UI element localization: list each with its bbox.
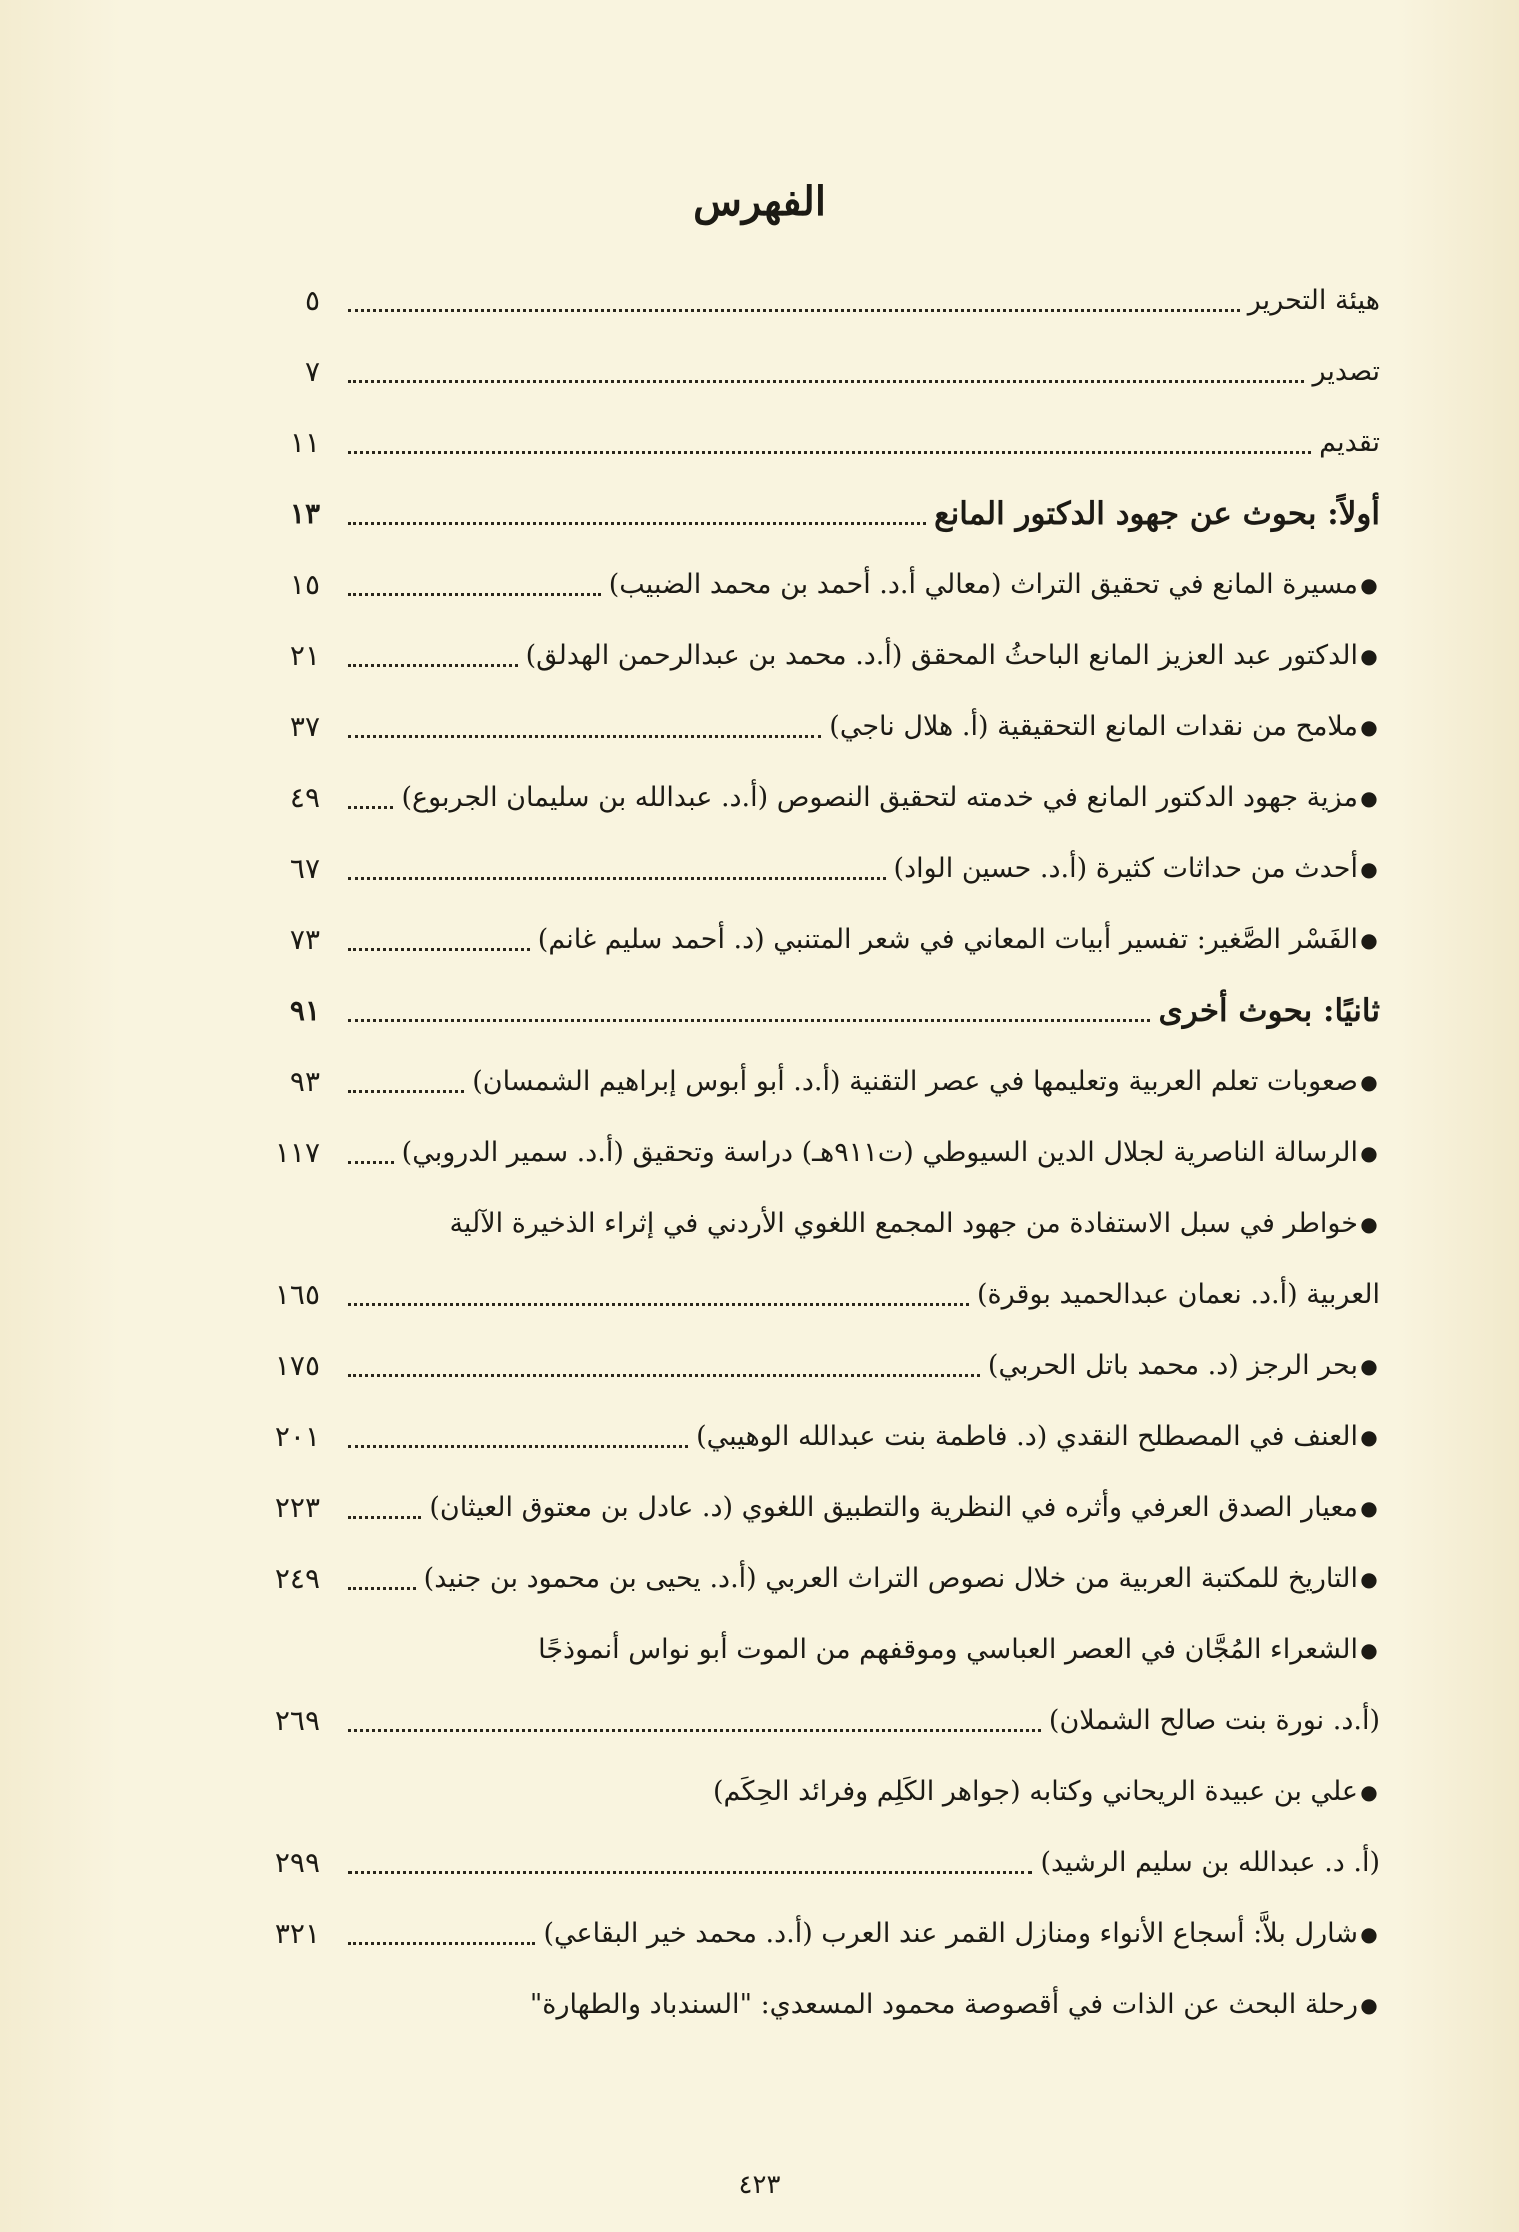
dot-leader — [348, 1516, 421, 1519]
bullet-icon: ● — [1360, 1566, 1378, 1591]
bullet-icon: ● — [1360, 1779, 1378, 1804]
toc-entry — [230, 1969, 1380, 2040]
toc-entry-page: ١١٧ — [274, 1136, 320, 1169]
toc-entry — [230, 691, 1380, 762]
toc-entry-page: ٣٧ — [289, 710, 320, 743]
toc-entry — [230, 1330, 1380, 1401]
bullet-icon: ● — [1360, 1353, 1378, 1378]
toc-entry — [230, 1117, 1380, 1188]
toc-entry-page: ٥ — [304, 284, 320, 317]
toc-entry-page: ٢٦٩ — [274, 1704, 320, 1737]
toc-entry-page: ٢٤٩ — [274, 1562, 320, 1595]
toc-entry — [230, 620, 1380, 691]
toc-entry — [230, 762, 1380, 833]
toc-entry — [230, 833, 1380, 904]
toc-entry — [230, 1827, 1380, 1898]
bullet-icon: ● — [1360, 643, 1378, 668]
toc-entry-title: ملامح من نقدات المانع التحقيقية (أ. هلال ناجي) — [829, 711, 1358, 742]
bullet-icon: ● — [1360, 927, 1378, 952]
dot-leader — [348, 1871, 1032, 1874]
toc-entry-title: خواطر في سبل الاستفادة من جهود المجمع اللغوي الأردني في إثراء الذخيرة الآلية — [449, 1208, 1358, 1239]
toc-entry — [230, 1188, 1380, 1259]
toc-entry — [230, 407, 1380, 478]
dot-leader — [348, 735, 821, 738]
toc-entry-page: ٦٧ — [289, 852, 320, 885]
dot-leader — [348, 380, 1304, 383]
toc-entry-page: ١٧٥ — [274, 1349, 320, 1382]
dot-leader — [348, 877, 886, 880]
page-title: الفهرس — [693, 178, 826, 225]
bullet-icon: ● — [1360, 785, 1378, 810]
toc-entry — [230, 1756, 1380, 1827]
toc-entry-title: أحدث من حداثات كثيرة (أ.د. حسين الواد) — [893, 853, 1358, 884]
bullet-icon: ● — [1360, 1637, 1378, 1662]
toc-entry-page: ٢٢٣ — [274, 1491, 320, 1524]
toc-entry-page: ٢٠١ — [274, 1420, 320, 1453]
toc-entry-page: ١٥ — [289, 568, 320, 601]
dot-leader — [348, 1729, 1041, 1732]
toc-entry-title: بحر الرجز (د. محمد باتل الحربي) — [987, 1350, 1358, 1381]
toc-entry — [230, 1685, 1380, 1756]
toc-entry-page: ٣٢١ — [274, 1917, 320, 1950]
toc-entry-title: هيئة التحرير — [1247, 285, 1380, 316]
toc-entry-title: العنف في المصطلح النقدي (د. فاطمة بنت عبدالله الوهيبي) — [696, 1421, 1358, 1452]
toc-entry-title: الدكتور عبد العزيز المانع الباحثُ المحقق (أ.د. محمد بن عبدالرحمن الهدلق) — [525, 640, 1358, 671]
bullet-icon: ● — [1360, 1424, 1378, 1449]
dot-leader — [348, 1161, 394, 1164]
toc-entry-title: صعوبات تعلم العربية وتعليمها في عصر التقنية (أ.د. أبو أبوس إبراهيم الشمسان) — [472, 1066, 1358, 1097]
toc-entry-title: العربية (أ.د. نعمان عبدالحميد بوقرة) — [976, 1279, 1380, 1310]
bullet-icon: ● — [1360, 1211, 1378, 1236]
toc-entry-title: أولاً: بحوث عن جهود الدكتور المانع — [934, 495, 1380, 532]
toc-entry — [230, 265, 1380, 336]
toc-entry — [230, 1614, 1380, 1685]
dot-leader — [348, 1587, 416, 1590]
bullet-icon: ● — [1360, 1495, 1378, 1520]
dot-leader — [348, 806, 393, 809]
bullet-icon: ● — [1360, 1921, 1378, 1946]
section-heading — [230, 975, 1380, 1046]
toc-entry-title: مسيرة المانع في تحقيق التراث (معالي أ.د. أحمد بن محمد الضبيب) — [608, 569, 1358, 600]
dot-leader — [348, 948, 530, 951]
toc-entry-page: ٧ — [304, 355, 320, 388]
dot-leader — [348, 593, 601, 596]
toc-entry-title: (أ.د. نورة بنت صالح الشملان) — [1048, 1705, 1380, 1736]
toc-entry-title: معيار الصدق العرفي وأثره في النظرية والتطبيق اللغوي (د. عادل بن معتوق العيثان) — [429, 1492, 1358, 1523]
toc-entry-page: ١٦٥ — [274, 1278, 320, 1311]
toc-entry — [230, 1046, 1380, 1117]
toc-entry-title: شارل بلاَّ: أسجاع الأنواء ومنازل القمر عند العرب (أ.د. محمد خير البقاعي) — [543, 1918, 1358, 1949]
dot-leader — [348, 1942, 535, 1945]
toc-entry — [230, 1401, 1380, 1472]
toc-entry-page: ٩٣ — [289, 1065, 320, 1098]
toc-entry-title: تصدير — [1312, 356, 1380, 387]
toc-entry — [230, 1259, 1380, 1330]
toc-entry-page: ٩١ — [289, 994, 320, 1027]
toc-entry-page: ٢١ — [289, 639, 320, 672]
toc-entry — [230, 1898, 1380, 1969]
toc-entry-page: ٢٩٩ — [274, 1846, 320, 1879]
toc-entry-title: علي بن عبيدة الريحاني وكتابه (جواهر الكَلِم وفرائد الحِكَم) — [712, 1776, 1358, 1807]
toc-entry-page: ٤٩ — [289, 781, 320, 814]
bullet-icon: ● — [1360, 572, 1378, 597]
dot-leader — [348, 664, 518, 667]
toc-entry — [230, 1472, 1380, 1543]
toc-entry-title: الفَسْر الصَّغير: تفسير أبيات المعاني في شعر المتنبي (د. أحمد سليم غانم) — [537, 924, 1358, 955]
toc-entry-title: رحلة البحث عن الذات في أقصوصة محمود المسعدي: "السندباد والطهارة" — [529, 1989, 1358, 2020]
toc-entry-title: تقديم — [1319, 427, 1380, 458]
bullet-icon: ● — [1360, 1069, 1378, 1094]
bullet-icon: ● — [1360, 856, 1378, 881]
dot-leader — [348, 522, 926, 525]
dot-leader — [348, 1019, 1150, 1022]
toc-entry-title: (أ. د. عبدالله بن سليم الرشيد) — [1040, 1847, 1380, 1878]
bullet-icon: ● — [1360, 1992, 1378, 2017]
section-heading — [230, 478, 1380, 549]
toc-entry-title: الرسالة الناصرية لجلال الدين السيوطي (ت٩١١هـ) دراسة وتحقيق (أ.د. سمير الدروبي) — [401, 1137, 1358, 1168]
toc-entry-title: مزية جهود الدكتور المانع في خدمته لتحقيق النصوص (أ.د. عبدالله بن سليمان الجربوع) — [401, 782, 1358, 813]
dot-leader — [348, 1374, 980, 1377]
toc-entry-page: ٧٣ — [289, 923, 320, 956]
toc-entry — [230, 549, 1380, 620]
toc-entry-page: ١٣ — [289, 497, 320, 530]
dot-leader — [348, 1090, 464, 1093]
toc-entry — [230, 1543, 1380, 1614]
toc-entry-page: ١١ — [289, 426, 320, 459]
dot-leader — [348, 1445, 688, 1448]
bullet-icon: ● — [1360, 1140, 1378, 1165]
dot-leader — [348, 309, 1240, 312]
bullet-icon: ● — [1360, 714, 1378, 739]
dot-leader — [348, 1303, 969, 1306]
toc-entry-title: ثانيًا: بحوث أخرى — [1158, 992, 1380, 1029]
dot-leader — [348, 451, 1311, 454]
table-of-contents — [230, 265, 1380, 2040]
toc-entry-title: الشعراء المُجَّان في العصر العباسي وموقفهم من الموت أبو نواس أنموذجًا — [538, 1634, 1358, 1665]
toc-entry — [230, 904, 1380, 975]
toc-entry-title: التاريخ للمكتبة العربية من خلال نصوص التراث العربي (أ.د. يحيى بن محمود بن جنيد) — [423, 1563, 1358, 1594]
page-number-footer: ٤٢٣ — [738, 2170, 781, 2200]
toc-entry — [230, 336, 1380, 407]
